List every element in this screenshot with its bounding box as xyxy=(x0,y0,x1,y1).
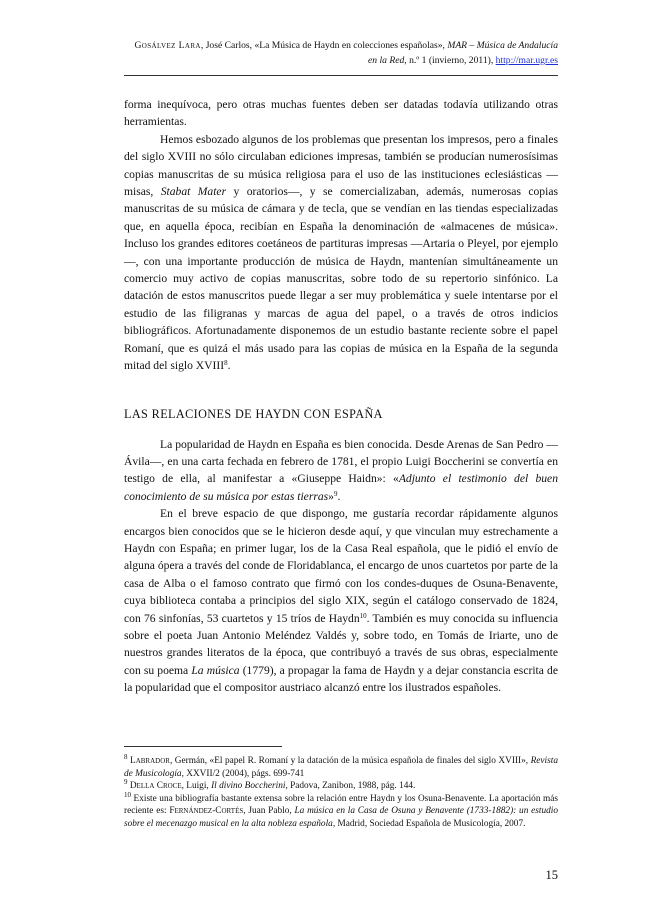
footnote-divider xyxy=(124,746,282,747)
footnote-9-text-a: , Luigi, xyxy=(181,781,212,792)
footnote-9 xyxy=(124,780,558,793)
paragraph-2-text-a: Hemos esbozado algunos de los problemas que presentan los impresos, pero a finales del siglo XVIII no sólo circulaban ediciones impresas, también se producían numerosísimas copias manuscritas de su música religiosa para el uso de las instituciones eclesiásticas —misas, xyxy=(124,132,558,199)
footnote-9-text-b: , Padova, Zanibon, 1988, pág. 144. xyxy=(285,781,416,792)
paragraph-4-text-c: (1779), a propagar la fama de Haydn y a dejar constancia escrita de la popularidad que el compositor austriaco alcanzó entre los ilustrados españoles. xyxy=(124,663,558,695)
footnotes xyxy=(124,755,558,831)
footnote-8 xyxy=(124,755,558,780)
footnote-9-italic: Il divino Boccherini xyxy=(211,781,286,792)
footnote-8-author: Labrador xyxy=(130,756,170,766)
header-author: Gosálvez Lara xyxy=(134,40,201,51)
paragraph-1 xyxy=(124,96,558,131)
footnote-8-number: 8 xyxy=(124,753,128,761)
footnote-10-text-a: Existe una bibliografía bastante extensa sobre la relación entre Haydn y los Osuna-Benavente. La aportación más reciente es: xyxy=(124,793,558,817)
paragraph-1-text: forma inequívoca, pero otras muchas fuentes deben ser datadas todavía utilizando otras herramientas. xyxy=(124,98,558,129)
paragraph-4-italic: La música xyxy=(191,663,240,677)
paragraph-3 xyxy=(124,436,558,506)
paragraph-3-italic: Adjunto el testimonio del buen conocimiento de su música por estas tierras xyxy=(124,472,558,503)
paragraph-3-end: . xyxy=(337,489,341,503)
header-url-link[interactable]: http://mar.ugr.es xyxy=(495,55,558,66)
paragraph-2-text-b: y oratorios—, y se comercializaban, además, numerosas copias manuscritas de su música de cámara y de tecla, que se vendían en las tiendas especializadas que, en aquella época, recibían en España la denominación de «almacenes de música». Incluso los grandes editores coetáneos de partituras impresas —Artaria o Pleyel, por ejemplo—, con una importante producción de música de Haydn, mantenían simultáneamente un comercio muy activo de copias manuscritas, sobre todo de su repertorio sinfónico. La datación de estos manuscritos puede llegar a ser muy problemática y suele intentarse por el estudio de las filigranas y marcas de agua del papel, o a través de otros indicios bibliográficos. Afortunadamente disponemos de un estudio bastante reciente sobre el papel Romaní, que es quizá el más usado para las copias de música en la España de la segunda mitad del siglo XVIII xyxy=(124,185,558,373)
footnote-ref-10[interactable]: 10 xyxy=(359,611,367,620)
paragraph-3-text-b: » xyxy=(328,489,334,503)
footnote-9-number: 9 xyxy=(124,778,128,787)
paragraph-4-text-b: . También es muy conocida su influencia sobre el poeta Juan Antonio Meléndez Valdés y, sobre todo, en Tomás de Iriarte, uno de nuestros grandes literatos de la época, que contribuyó a través de sus obras, especialmente con su poema xyxy=(124,611,558,677)
running-header xyxy=(124,38,558,68)
footnote-10-italic: La música en la Casa de Osuna y Benavente (1733-1882): un estudio sobre el mecenazgo musical en la alta nobleza española xyxy=(124,806,558,829)
footnote-ref-9[interactable]: 9 xyxy=(333,489,338,498)
footnote-10 xyxy=(124,790,558,831)
footnote-10-text-c: , Madrid, Sociedad Española de Musicología, 2007. xyxy=(332,818,526,829)
paragraph-2 xyxy=(124,131,558,375)
footnote-10-author: Fernández-Cortés xyxy=(169,806,244,817)
footnote-10-text-b: , Juan Pablo, xyxy=(243,806,295,817)
header-issue: , n.º 1 (invierno, 2011), xyxy=(404,55,496,66)
paragraph-2-end: . xyxy=(227,359,231,373)
header-divider xyxy=(124,75,558,76)
footnote-9-author: Della Croce xyxy=(129,781,182,792)
header-citation: , José Carlos, «La Música de Haydn en colecciones españolas», xyxy=(200,40,448,51)
footnote-10-number: 10 xyxy=(124,790,131,799)
footnote-8-text-b: , XXVII/2 (2004), págs. 699-741 xyxy=(181,768,305,779)
header-journal: MAR – Música de Andalucía en la Red xyxy=(368,40,558,66)
paragraph-3-text-a: La popularidad de Haydn en España es bien conocida. Desde Arenas de San Pedro —Ávila—, en una carta fechada en febrero de 1781, el propio Luigi Boccherini se convertía en testigo de ella, al manifestar a «Giuseppe Haidn»: « xyxy=(124,437,558,486)
paragraph-4 xyxy=(124,505,558,696)
footnote-8-italic: Revista de Musicología xyxy=(124,756,558,779)
section-title: LAS RELACIONES DE HAYDN CON ESPAÑA xyxy=(124,406,383,421)
paragraph-4-text-a: En el breve espacio de que dispongo, me gustaría recordar rápidamente algunos encargos bien conocidos que se le hicieron desde aquí, y que vinculan muy estrechamente a Haydn con España; en primer lugar, los de la Casa Real española, que le pidió el envío de alguna ópera a través del conde de Floridablanca, el encargo de unos cuartetos por parte de la casa de Alba o el famoso contrato que firmó con los condes-duques de Osuna-Benavente, cuya biblioteca contaba a principios del siglo XIX, según el catálogo conservado de 1824, con 76 sinfonías, 53 cuartetos y 15 tríos de Haydn xyxy=(124,507,558,625)
paragraph-2-italic: Stabat Mater xyxy=(160,185,227,199)
footnote-ref-8[interactable]: 8 xyxy=(224,359,228,368)
footnote-8-text-a: , Germán, «El papel R. Romaní y la datación de la música española de finales del siglo XVIII», xyxy=(169,756,531,766)
page-number: 15 xyxy=(545,868,558,882)
main-text xyxy=(124,96,558,697)
